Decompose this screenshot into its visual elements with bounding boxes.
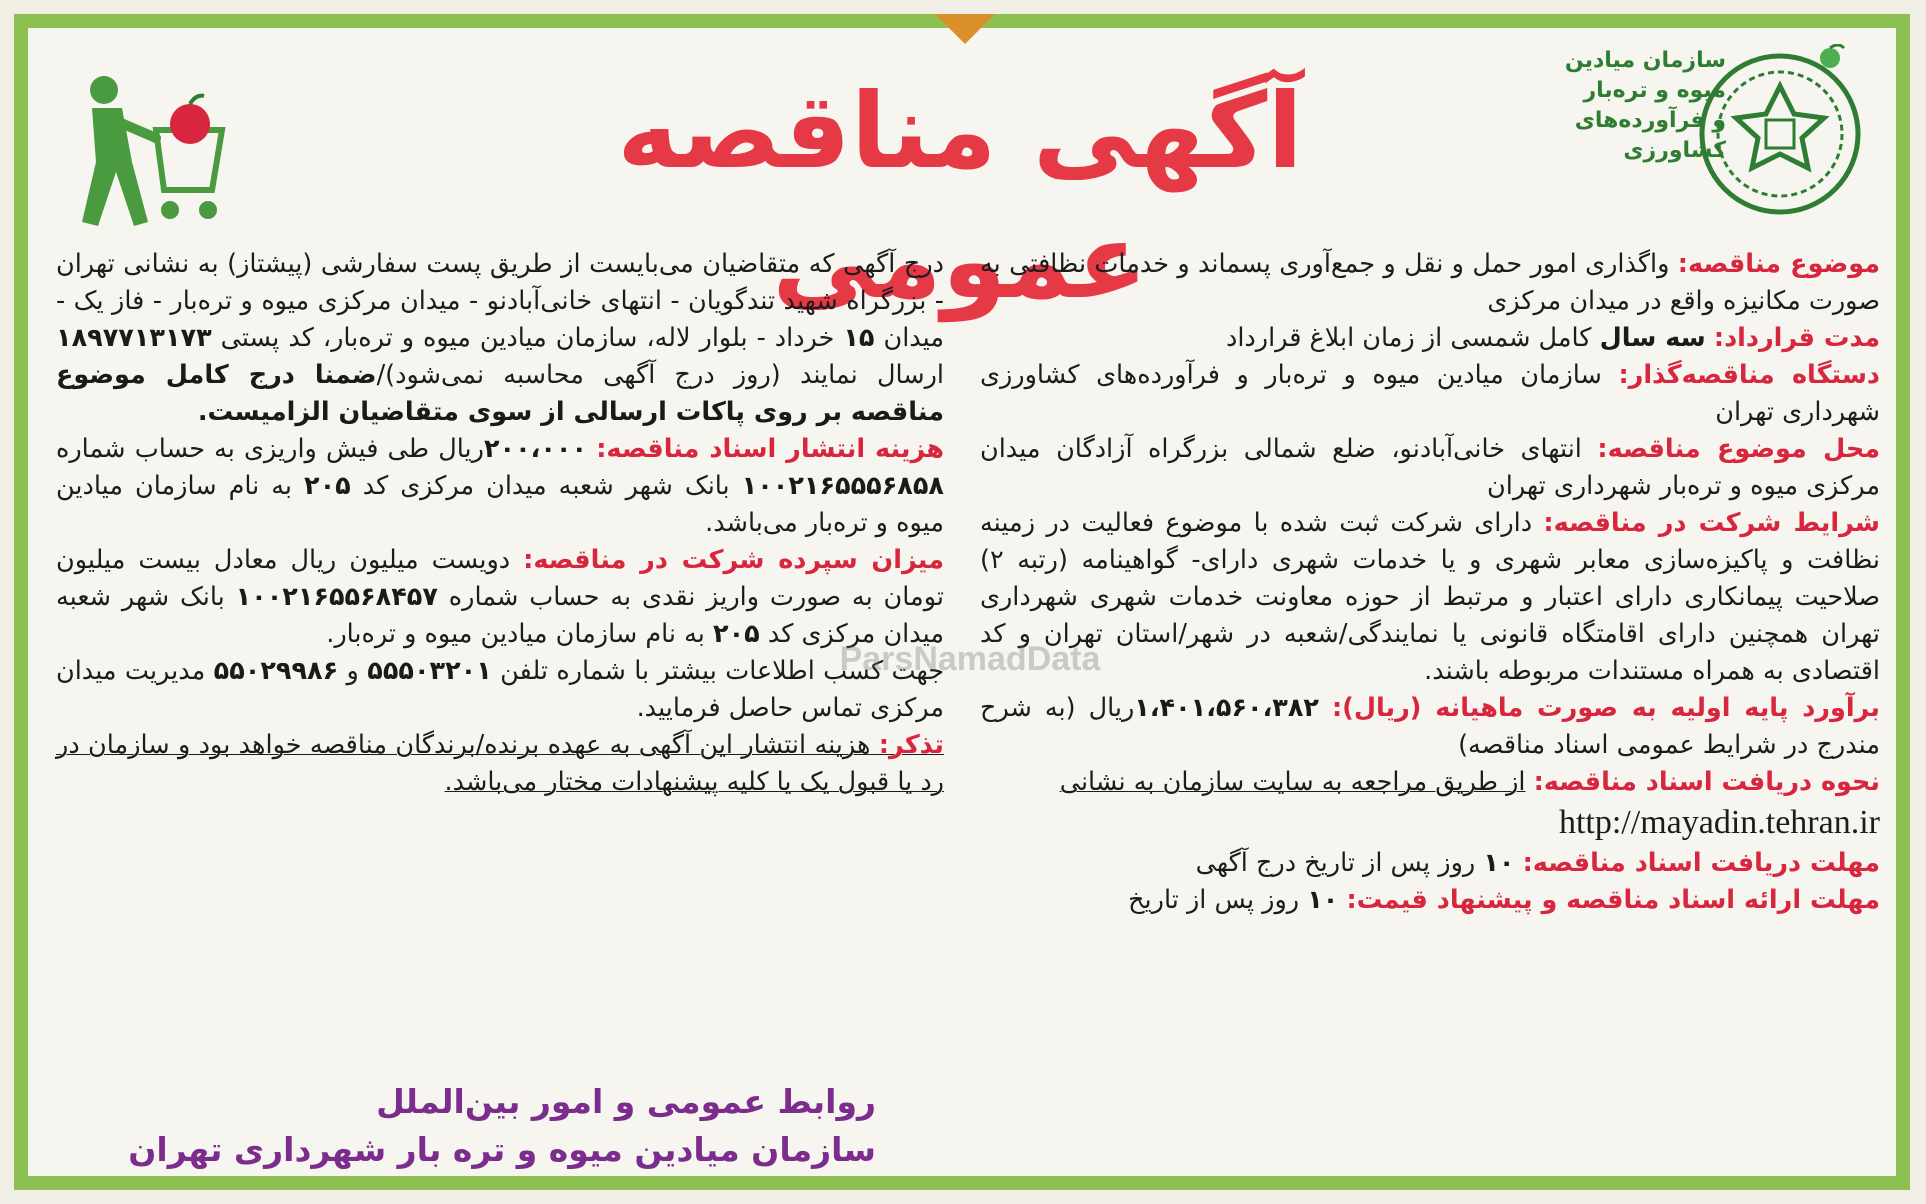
organization-logo-text	[1506, 46, 1726, 166]
organizer-label: دستگاه مناقصه‌گذار:	[1618, 360, 1880, 390]
deadline-docs-text: روز پس از تاریخ درج آگهی	[1195, 848, 1476, 878]
docs-url-link[interactable]: http://mayadin.tehran.ir	[1558, 804, 1880, 841]
deadline-docs-num: ۱۰	[1483, 848, 1515, 878]
intro-text-a: درج آگهی که متقاضیان می‌بایست از طریق پست سفارشی (پیشتاز) به نشانی تهران - بزرگراه شهید تندگویان - انتهای خانی‌آبادنو - میدان مرکزی میوه و تره‌بار - فاز یک - میدان	[56, 249, 945, 353]
intro-paragraph	[56, 246, 944, 431]
shopping-cart-icon	[52, 72, 242, 232]
deposit-text-c: به نام سازمان میادین میوه و تره‌بار.	[326, 619, 705, 649]
conditions-text: دارای شرکت ثبت شده با موضوع فعالیت در زمینه نظافت و پاکیزه‌سازی معابر شهری و یا خدمات شهری دارای- گواهینامه (رتبه ۲) صلاحیت پیمانکاری دارای اعتبار و مرتبط از حوزه معاونت خدمات شهری شهرداری تهران همچنین دارای اقامتگاه قانونی یا نمایندگی/شعبه در شهر/استان تهران و کد اقتصادی به همراه مستندات مربوطه باشند.	[980, 508, 1880, 686]
postal-code: ۱۸۹۷۷۱۳۱۷۳	[56, 323, 212, 353]
cost-value: ۲۰۰،۰۰۰	[483, 434, 588, 464]
footer-line-1: روابط عمومی و امور بین‌الملل	[376, 1082, 876, 1121]
deadline-offer-paragraph	[980, 882, 1880, 919]
organizer-paragraph	[980, 357, 1880, 431]
note-paragraph	[56, 727, 944, 801]
estimate-unit: ریال	[1088, 693, 1135, 723]
deposit-bank-code: ۲۰۵	[713, 619, 760, 649]
docs-label: نحوه دریافت اسناد مناقصه:	[1533, 767, 1880, 797]
top-notch-marker	[935, 14, 995, 44]
notice-title: آگهی مناقصه عمومی	[617, 70, 1303, 322]
estimate-paragraph	[980, 690, 1880, 764]
cost-bank-code: ۲۰۵	[304, 471, 351, 501]
watermark: ParsNamadData	[839, 640, 1101, 678]
deadline-offer-text: روز پس از تاریخ	[1128, 885, 1300, 915]
subject-text: واگذاری امور حمل و نقل و جمع‌آوری پسماند و خدمات نظافتی به صورت مکانیزه واقع در میدان مرکزی	[980, 249, 1880, 316]
deposit-text-b: بانک شهر شعبه میدان مرکزی کد	[56, 582, 944, 649]
logo-line: سازمان میادین	[1564, 48, 1726, 73]
cost-label: هزینه انتشار اسناد مناقصه:	[596, 434, 945, 464]
notice-right-column	[980, 246, 1880, 919]
note-label: تذکر:	[878, 730, 944, 760]
subject-paragraph	[980, 246, 1880, 320]
phone-number-2: ۵۵۰۲۹۹۸۶	[213, 656, 339, 686]
footer-line-2: سازمان میادین میوه و تره بار شهرداری تهران	[128, 1130, 876, 1169]
location-label: محل موضوع مناقصه:	[1597, 434, 1881, 464]
footer-signature	[56, 1078, 876, 1174]
docs-text: از طریق مراجعه به سایت سازمان به نشانی	[1059, 767, 1526, 797]
phone-and: و	[346, 656, 359, 686]
logo-line: میوه و تره‌بار	[1583, 78, 1726, 103]
intro-num-15: ۱۵	[843, 323, 875, 353]
cost-text-a: ریال طی فیش واریزی به حساب شماره	[56, 434, 484, 464]
phone-number-1: ۵۵۵۰۳۲۰۱	[367, 656, 492, 686]
deposit-text-a: دویست میلیون ریال معادل بیست میلیون تومان به صورت واریز نقدی به حساب شماره	[56, 545, 944, 612]
duration-label: مدت قرارداد:	[1713, 323, 1880, 353]
location-text: انتهای خانی‌آبادنو، ضلع شمالی بزرگراه آزادگان میدان مرکزی میوه و تره‌بار شهرداری تهران	[980, 434, 1880, 501]
deadline-docs-paragraph	[980, 845, 1880, 882]
deposit-label: میزان سپرده شرکت در مناقصه:	[523, 545, 944, 575]
duration-paragraph	[980, 320, 1880, 357]
intro-text-c: ارسال نمایند (روز درج آگهی محاسبه نمی‌شود)/	[376, 360, 945, 390]
estimate-value: ۱،۴۰۱،۵۶۰،۳۸۲	[1134, 693, 1319, 723]
info-text-b: مدیریت میدان مرکزی تماس حاصل فرمایید.	[56, 656, 944, 723]
cost-text-b: بانک شهر شعبه میدان مرکزی کد	[362, 471, 730, 501]
note-text: هزینه انتشار این آگهی به عهده برنده/برندگان مناقصه خواهد بود و سازمان در رد یا قبول یک یا کلیه پیشنهادات مختار می‌باشد.	[56, 730, 944, 797]
cost-account-number: ۱۰۰۲۱۶۵۵۵۶۸۵۸	[741, 471, 944, 501]
location-paragraph	[980, 431, 1880, 505]
intro-bold-text: ضمنا درج کامل موضوع مناقصه بر روی پاکات ارسالی از سوی متقاضیان الزامیست.	[56, 360, 944, 427]
docs-paragraph	[980, 764, 1880, 801]
deadline-offer-num: ۱۰	[1307, 885, 1339, 915]
deposit-paragraph	[56, 542, 944, 653]
notice-left-column	[56, 246, 944, 801]
deposit-account-number: ۱۰۰۲۱۶۵۵۶۸۴۵۷	[235, 582, 438, 612]
intro-text-b: خرداد - بلوار لاله، سازمان میادین میوه و تره‌بار، کد پستی	[220, 323, 835, 353]
deadline-docs-label: مهلت دریافت اسناد مناقصه:	[1522, 848, 1880, 878]
deadline-offer-label: مهلت ارائه اسناد مناقصه و پیشنهاد قیمت:	[1346, 885, 1880, 915]
cost-paragraph	[56, 431, 944, 542]
duration-bold: سه سال	[1599, 323, 1706, 353]
conditions-label: شرایط شرکت در مناقصه:	[1543, 508, 1881, 538]
organizer-text: سازمان میادین میوه و تره‌بار و فرآورده‌های کشاورزی شهرداری تهران	[980, 360, 1880, 427]
logo-line: و فرآورده‌های	[1574, 108, 1726, 133]
subject-label: موضوع مناقصه:	[1677, 249, 1881, 279]
duration-text: کامل شمسی از زمان ابلاغ قرارداد	[1225, 323, 1592, 353]
info-text-a: جهت کسب اطلاعات بیشتر با شماره تلفن	[500, 656, 945, 686]
estimate-note: (به شرح مندرج در شرایط عمومی اسناد مناقصه)	[980, 693, 1880, 760]
cost-text-c: به نام سازمان میادین میوه و تره‌بار می‌باشد.	[56, 471, 944, 538]
estimate-label: برآورد پایه اولیه به صورت ماهیانه (ریال):	[1331, 693, 1880, 723]
logo-line: کشاورزی	[1623, 138, 1726, 163]
